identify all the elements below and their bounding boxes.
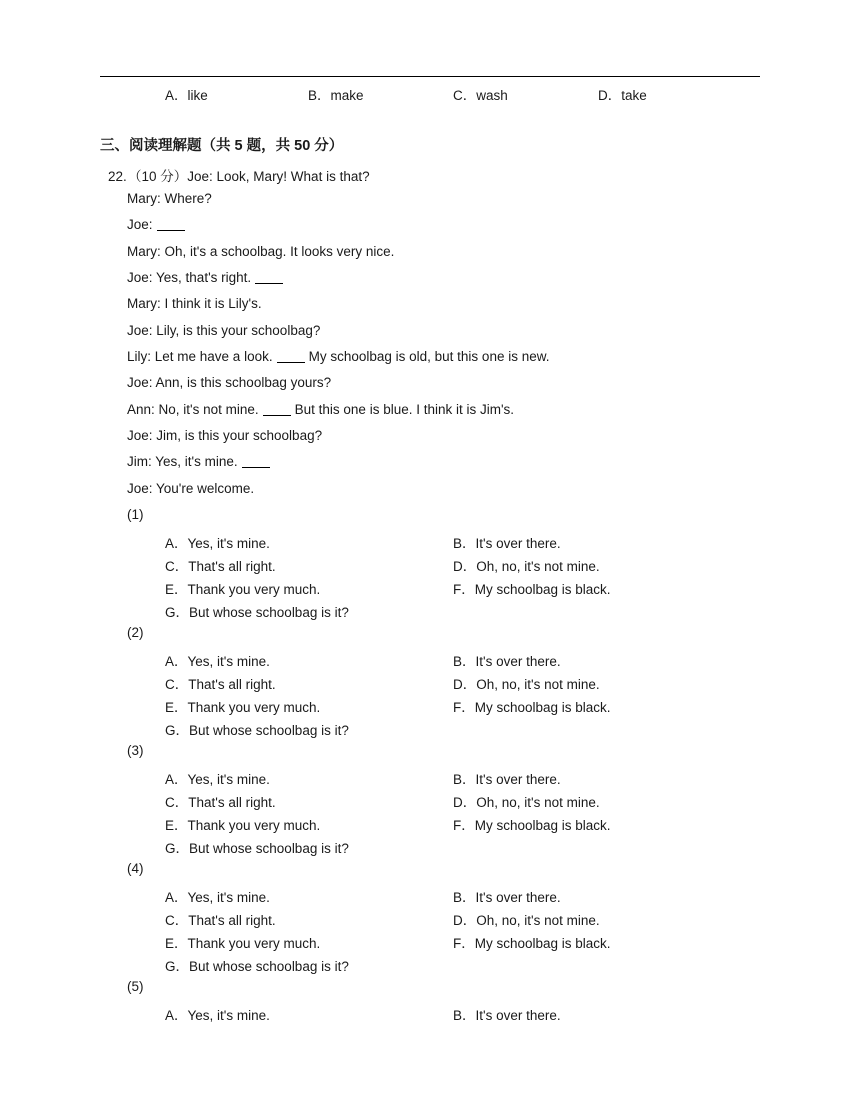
answer-blank[interactable] — [157, 217, 185, 231]
dialogue-line: Jim: Yes, it's mine. — [127, 454, 274, 469]
choice-e[interactable]: E．Thank you very much. — [165, 582, 321, 597]
choice-g[interactable]: G．But whose schoolbag is it? — [165, 723, 349, 738]
choice-d[interactable]: D．Oh, no, it's not mine. — [453, 795, 600, 810]
dialogue-line: Joe: Yes, that's right. — [127, 270, 287, 285]
answer-blank[interactable] — [277, 349, 305, 363]
choice-b[interactable]: B．It's over there. — [453, 772, 561, 787]
choice-e[interactable]: E．Thank you very much. — [165, 700, 321, 715]
option-a[interactable]: A．like — [165, 88, 208, 103]
dialogue-line: Joe: Jim, is this your schoolbag? — [127, 428, 323, 443]
choice-b[interactable]: B．It's over there. — [453, 1008, 561, 1023]
sub-question-label: (4) — [127, 861, 144, 876]
dialogue-line: Joe: — [127, 217, 189, 232]
choice-f[interactable]: F．My schoolbag is black. — [453, 936, 611, 951]
section-title: 三、阅读理解题（共 5 题，共 50 分） — [100, 138, 344, 154]
dialogue-line: Lily: Let me have a look. My schoolbag is old, but this one is new. — [127, 349, 550, 364]
choice-a[interactable]: A．Yes, it's mine. — [165, 654, 270, 669]
sub-question-label: (3) — [127, 743, 144, 758]
choice-g[interactable]: G．But whose schoolbag is it? — [165, 841, 349, 856]
choice-g[interactable]: G．But whose schoolbag is it? — [165, 959, 349, 974]
dialogue-line: Ann: No, it's not mine. But this one is blue. I think it is Jim's. — [127, 402, 515, 417]
answer-blank[interactable] — [255, 270, 283, 284]
sub-question-label: (5) — [127, 979, 144, 994]
question-number: 22. — [108, 169, 127, 184]
dialogue-line: Joe: You're welcome. — [127, 481, 255, 496]
sub-question-label: (1) — [127, 507, 144, 522]
choice-d[interactable]: D．Oh, no, it's not mine. — [453, 559, 600, 574]
question-header — [108, 165, 370, 185]
choice-c[interactable]: C．That's all right. — [165, 913, 276, 928]
choice-a[interactable]: A．Yes, it's mine. — [165, 1008, 270, 1023]
dialogue-line: Joe: Lily, is this your schoolbag? — [127, 323, 321, 338]
choice-c[interactable]: C．That's all right. — [165, 677, 276, 692]
top-divider — [100, 76, 760, 77]
choice-f[interactable]: F．My schoolbag is black. — [453, 818, 611, 833]
choice-b[interactable]: B．It's over there. — [453, 536, 561, 551]
choice-c[interactable]: C．That's all right. — [165, 559, 276, 574]
option-c[interactable]: C．wash — [453, 88, 508, 103]
choice-d[interactable]: D．Oh, no, it's not mine. — [453, 913, 600, 928]
choice-a[interactable]: A．Yes, it's mine. — [165, 890, 270, 905]
dialogue-line: Joe: Ann, is this schoolbag yours? — [127, 375, 332, 390]
option-b[interactable]: B．make — [308, 88, 364, 103]
choice-f[interactable]: F．My schoolbag is black. — [453, 582, 611, 597]
answer-blank[interactable] — [263, 402, 291, 416]
choice-a[interactable]: A．Yes, it's mine. — [165, 536, 270, 551]
dialogue-line: Mary: Where? — [127, 191, 212, 206]
answer-blank[interactable] — [242, 454, 270, 468]
choice-f[interactable]: F．My schoolbag is black. — [453, 700, 611, 715]
choice-d[interactable]: D．Oh, no, it's not mine. — [453, 677, 600, 692]
question-text: （10 分）Joe: Look, Mary! What is that? — [128, 169, 370, 184]
choice-e[interactable]: E．Thank you very much. — [165, 936, 321, 951]
choice-g[interactable]: G．But whose schoolbag is it? — [165, 605, 349, 620]
choice-b[interactable]: B．It's over there. — [453, 654, 561, 669]
dialogue-line: Mary: Oh, it's a schoolbag. It looks very nice. — [127, 244, 395, 259]
sub-question-label: (2) — [127, 625, 144, 640]
choice-a[interactable]: A．Yes, it's mine. — [165, 772, 270, 787]
choice-b[interactable]: B．It's over there. — [453, 890, 561, 905]
choice-c[interactable]: C．That's all right. — [165, 795, 276, 810]
option-d[interactable]: D．take — [598, 88, 647, 103]
dialogue-line: Mary: I think it is Lily's. — [127, 296, 262, 311]
choice-e[interactable]: E．Thank you very much. — [165, 818, 321, 833]
